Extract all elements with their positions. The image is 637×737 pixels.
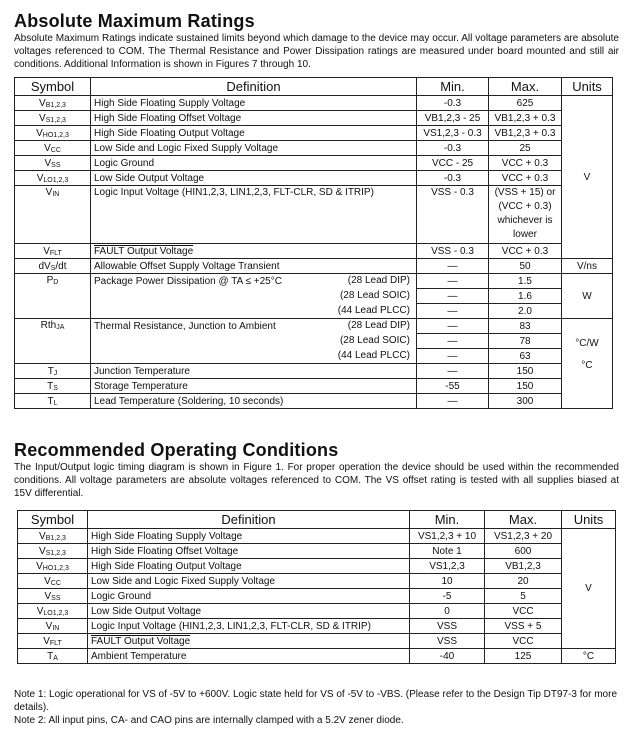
max-cell: 150 — [489, 364, 562, 379]
symbol-cell: $V_{B1,2,3}$ — [15, 96, 91, 111]
table-row — [15, 156, 613, 171]
definition-cell: Logic Input Voltage (HIN1,2,3, LIN1,2,3, FLT-CLR, SD & ITRIP) — [88, 619, 410, 634]
max-cell: VSS + 5 — [485, 619, 562, 634]
table-row — [15, 319, 613, 334]
table-row — [18, 529, 616, 544]
table-row — [18, 649, 616, 664]
table-row — [15, 289, 613, 304]
min-cell: VSS - 0.3 — [417, 244, 489, 259]
table-row — [15, 111, 613, 126]
max-cell: 600 — [485, 544, 562, 559]
table-row — [15, 171, 613, 186]
min-cell: — — [417, 349, 489, 364]
min-cell: -40 — [410, 649, 485, 664]
table-row — [18, 604, 616, 619]
min-cell: — — [417, 364, 489, 379]
definition-cell: High Side Floating Supply Voltage — [88, 529, 410, 544]
definition-cell: Logic Ground — [88, 589, 410, 604]
min-cell: VS1,2,3 - 0.3 — [417, 126, 489, 141]
max-cell: VCC + 0.3 — [489, 244, 562, 259]
max-cell: 5 — [485, 589, 562, 604]
min-cell: VCC - 25 — [417, 156, 489, 171]
definition-cell: (44 Lead PLCC) — [91, 304, 417, 319]
header-units: Units — [562, 511, 616, 529]
max-cell: VB1,2,3 + 0.3 — [489, 126, 562, 141]
definition-cell: High Side Floating Offset Voltage — [91, 111, 417, 126]
min-cell: — — [417, 259, 489, 274]
min-cell: 10 — [410, 574, 485, 589]
definition-cell: FAULT Output Voltage — [88, 634, 410, 649]
max-cell: 300 — [489, 394, 562, 409]
symbol-cell: $T_L$ — [15, 394, 91, 409]
symbol-cell: $V_{B1,2,3}$ — [18, 529, 88, 544]
symbol-cell: $V_{SS}$ — [18, 589, 88, 604]
table-row — [15, 349, 613, 364]
symbol-cell: $T_S$ — [15, 379, 91, 394]
note-1: Note 1: Logic operational for VS of -5V to +600V. Logic state held for VS of -5V to -VBS. (Please refer to the Design Tip DT97-3 for more details). — [14, 689, 618, 713]
min-cell: — — [417, 319, 489, 334]
definition-cell: (28 Lead SOIC) — [91, 289, 417, 304]
definition-cell: Package Power Dissipation @ TA ≤ +25°C (28 Lead DIP) — [91, 274, 417, 289]
max-cell: VCC + 0.3 — [489, 156, 562, 171]
max-cell: 1.5 — [489, 274, 562, 289]
min-cell: — — [417, 304, 489, 319]
min-cell: VSS — [410, 634, 485, 649]
table-row — [18, 619, 616, 634]
max-cell: VCC + 0.3 — [489, 171, 562, 186]
max-cell: 63 — [489, 349, 562, 364]
header-units: Units — [562, 78, 613, 96]
max-cell: 78 — [489, 334, 562, 349]
max-cell: 83 — [489, 319, 562, 334]
amr-title: Absolute Maximum Ratings — [14, 11, 255, 31]
roc-intro: The Input/Output logic timing diagram is shown in Figure 1. For proper operation the device should be used within the recommended conditions. All voltage parameters are absolute voltages referenced to COM. The VS offset rating is tested with all supplies biased at 15V differential. — [14, 462, 619, 499]
symbol-cell: $V_{CC}$ — [18, 574, 88, 589]
table-row — [18, 559, 616, 574]
header-symbol: Symbol — [18, 511, 88, 529]
symbol-cell: $P_D$ — [15, 274, 91, 319]
header-definition: Definition — [88, 511, 410, 529]
table-header-row — [18, 511, 616, 529]
definition-cell: FAULT Output Voltage — [91, 244, 417, 259]
table-header-row — [15, 78, 613, 96]
definition-cell: High Side Floating Offset Voltage — [88, 544, 410, 559]
table-row — [15, 259, 613, 274]
amr-table — [14, 77, 613, 409]
table-row — [18, 544, 616, 559]
roc-table — [17, 510, 616, 664]
symbol-cell: $V_{FLT}$ — [15, 244, 91, 259]
table-row — [15, 364, 613, 379]
definition-cell: Low Side and Logic Fixed Supply Voltage — [91, 141, 417, 156]
header-max: Max. — [485, 511, 562, 529]
table-row — [15, 304, 613, 319]
symbol-cell: $V_{CC}$ — [15, 141, 91, 156]
header-definition: Definition — [91, 78, 417, 96]
min-cell: -0.3 — [417, 96, 489, 111]
definition-cell: Low Side Output Voltage — [91, 171, 417, 186]
definition-cell: Logic Ground — [91, 156, 417, 171]
definition-cell: High Side Floating Output Voltage — [91, 126, 417, 141]
definition-cell: Allowable Offset Supply Voltage Transient — [91, 259, 417, 274]
min-cell: VS1,2,3 — [410, 559, 485, 574]
definition-cell: Thermal Resistance, Junction to Ambient (28 Lead DIP) — [91, 319, 417, 334]
max-cell: 20 — [485, 574, 562, 589]
units-cell: W — [562, 274, 613, 319]
symbol-cell: $V_{S1,2,3}$ — [15, 111, 91, 126]
symbol-cell: $V_{IN}$ — [18, 619, 88, 634]
table-row — [15, 274, 613, 289]
definition-cell: Low Side and Logic Fixed Supply Voltage — [88, 574, 410, 589]
min-cell: -55 — [417, 379, 489, 394]
definition-cell: Storage Temperature — [91, 379, 417, 394]
min-cell: 0 — [410, 604, 485, 619]
min-cell: VSS — [410, 619, 485, 634]
units-cell: V/ns — [562, 259, 613, 274]
max-cell: 50 — [489, 259, 562, 274]
amr-intro: Absolute Maximum Ratings indicate sustained limits beyond which damage to the device may occur. All voltage parameters are absolute voltages referenced to COM. The Thermal Resistance and Power Dissipation ratings are measured under board mounted and still air conditions. Additional Information is shown in Figures 7 through 10. — [14, 33, 619, 70]
note-2: Note 2: All input pins, CA- and CAO pins are internally clamped with a 5.2V zener diode. — [14, 715, 404, 726]
symbol-cell: $V_{S1,2,3}$ — [18, 544, 88, 559]
max-cell: 125 — [485, 649, 562, 664]
definition-cell: (44 Lead PLCC) — [91, 349, 417, 364]
table-row — [15, 96, 613, 111]
max-cell: VCC — [485, 604, 562, 619]
max-cell: (VSS + 15) or (VCC + 0.3) whichever is lower — [489, 186, 562, 244]
min-cell: VSS - 0.3 — [417, 186, 489, 244]
symbol-cell: $V_{LO1,2,3}$ — [18, 604, 88, 619]
max-cell: 150 — [489, 379, 562, 394]
symbol-cell: $T_A$ — [18, 649, 88, 664]
table-row — [15, 186, 613, 244]
definition-cell: (28 Lead SOIC) — [91, 334, 417, 349]
units-cell: V — [562, 529, 616, 649]
symbol-cell: $V_{IN}$ — [15, 186, 91, 244]
max-cell: VS1,2,3 + 20 — [485, 529, 562, 544]
definition-cell: Ambient Temperature — [88, 649, 410, 664]
table-row — [15, 126, 613, 141]
min-cell: Note 1 — [410, 544, 485, 559]
definition-cell: High Side Floating Supply Voltage — [91, 96, 417, 111]
definition-cell: High Side Floating Output Voltage — [88, 559, 410, 574]
header-max: Max. — [489, 78, 562, 96]
min-cell: -0.3 — [417, 141, 489, 156]
max-cell: 2.0 — [489, 304, 562, 319]
table-row — [18, 574, 616, 589]
units-cell: °C — [562, 649, 616, 664]
table-row — [15, 394, 613, 409]
max-cell: VB1,2,3 + 0.3 — [489, 111, 562, 126]
max-cell: VB1,2,3 — [485, 559, 562, 574]
table-row — [18, 634, 616, 649]
min-cell: — — [417, 289, 489, 304]
symbol-cell: $T_J$ — [15, 364, 91, 379]
max-cell: 25 — [489, 141, 562, 156]
header-min: Min. — [417, 78, 489, 96]
definition-cell: Low Side Output Voltage — [88, 604, 410, 619]
header-min: Min. — [410, 511, 485, 529]
units-cell: °C/W °C — [562, 319, 613, 409]
min-cell: — — [417, 334, 489, 349]
table-row — [15, 379, 613, 394]
table-row — [15, 244, 613, 259]
table-row — [18, 589, 616, 604]
min-cell: — — [417, 394, 489, 409]
min-cell: -5 — [410, 589, 485, 604]
table-row — [15, 141, 613, 156]
symbol-cell: $V_{HO1,2,3}$ — [18, 559, 88, 574]
min-cell: -0.3 — [417, 171, 489, 186]
symbol-cell: $V_{FLT}$ — [18, 634, 88, 649]
symbol-cell: Rth$_{JA}$ — [15, 319, 91, 364]
definition-cell: Junction Temperature — [91, 364, 417, 379]
max-cell: 625 — [489, 96, 562, 111]
definition-cell: Logic Input Voltage (HIN1,2,3, LIN1,2,3, FLT-CLR, SD & ITRIP) — [91, 186, 417, 244]
symbol-cell: $V_{HO1,2,3}$ — [15, 126, 91, 141]
table-row — [15, 334, 613, 349]
min-cell: VS1,2,3 + 10 — [410, 529, 485, 544]
symbol-cell: $V_{LO1,2,3}$ — [15, 171, 91, 186]
max-cell: 1.6 — [489, 289, 562, 304]
notes — [14, 688, 624, 727]
min-cell: VB1,2,3 - 25 — [417, 111, 489, 126]
roc-title: Recommended Operating Conditions — [14, 440, 339, 460]
units-cell: V — [562, 96, 613, 259]
max-cell: VCC — [485, 634, 562, 649]
min-cell: — — [417, 274, 489, 289]
symbol-cell: $V_{SS}$ — [15, 156, 91, 171]
header-symbol: Symbol — [15, 78, 91, 96]
symbol-cell: $dV_S/dt$ — [15, 259, 91, 274]
definition-cell: Lead Temperature (Soldering, 10 seconds) — [91, 394, 417, 409]
